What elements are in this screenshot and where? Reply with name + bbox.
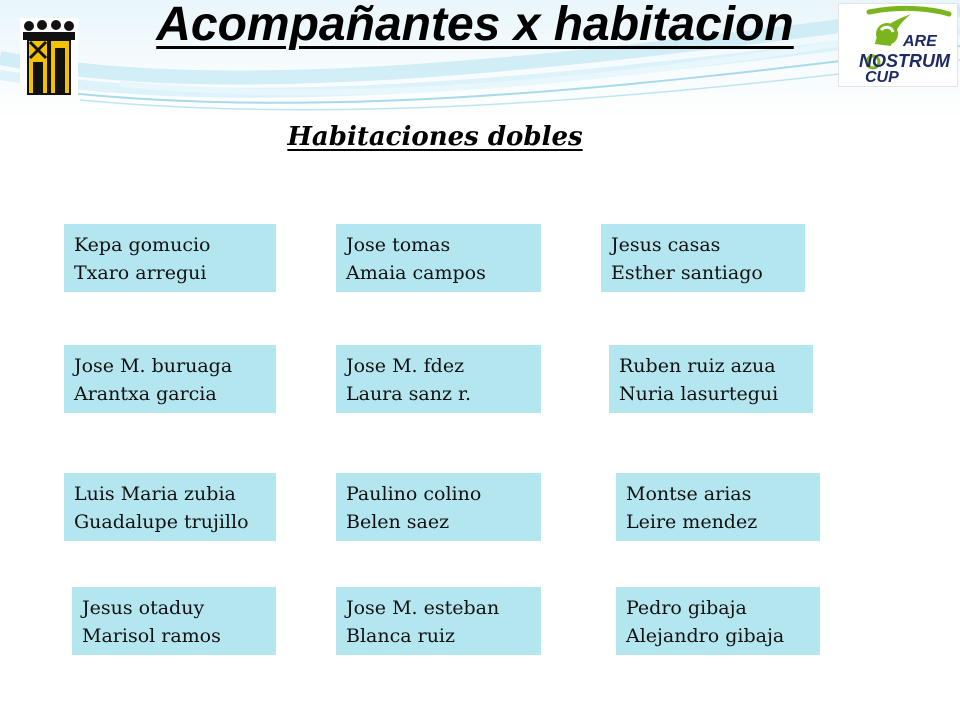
- room-guest-2: Laura sanz r.: [346, 383, 472, 405]
- room-guest-2: Nuria lasurtegui: [619, 383, 779, 405]
- logo-right-text-1: ARE: [903, 33, 937, 50]
- logo-right-text-2: NOSTRUM: [859, 51, 950, 71]
- room-card: [64, 473, 276, 541]
- room-card: [609, 345, 813, 413]
- room-guest-1: Jose M. esteban: [346, 597, 500, 619]
- room-guest-1: Jesus casas: [611, 234, 721, 256]
- room-card: [336, 224, 541, 292]
- room-guest-1: Kepa gomucio: [74, 234, 211, 256]
- room-guest-2: Blanca ruiz: [346, 625, 456, 647]
- room-guest-1: Jose M. fdez: [346, 355, 465, 377]
- room-guest-1: Luis Maria zubia: [74, 483, 236, 505]
- room-guest-1: Ruben ruiz azua: [619, 355, 776, 377]
- room-guest-1: Pedro gibaja: [626, 597, 747, 619]
- room-guest-2: Guadalupe trujillo: [74, 511, 249, 533]
- room-card: [72, 587, 276, 655]
- room-guest-2: Arantxa garcia: [74, 383, 217, 405]
- room-guest-1: Jose M. buruaga: [74, 355, 233, 377]
- room-card: [336, 587, 541, 655]
- room-guest-1: Jose tomas: [346, 234, 451, 256]
- room-card: [336, 345, 541, 413]
- room-guest-2: Esther santiago: [611, 262, 763, 284]
- room-card: [601, 224, 805, 292]
- logo-left: [20, 18, 78, 96]
- page-title: Acompañantes x habitacion: [156, 0, 794, 51]
- room-guest-1: Paulino colino: [346, 483, 482, 505]
- room-card: [616, 587, 820, 655]
- room-guest-2: Belen saez: [346, 511, 450, 533]
- mare-nostrum-logo-icon: [839, 4, 959, 88]
- logo-right: [838, 3, 958, 87]
- club-logo-icon: [20, 18, 78, 96]
- room-guest-2: Amaia campos: [346, 262, 486, 284]
- room-guest-1: Montse arias: [626, 483, 752, 505]
- room-guest-2: Alejandro gibaja: [626, 625, 785, 647]
- room-card: [64, 224, 276, 292]
- room-card: [336, 473, 541, 541]
- room-card: [616, 473, 820, 541]
- room-card: [64, 345, 276, 413]
- logo-right-text-3: CUP: [865, 69, 899, 86]
- section-subtitle: Habitaciones dobles: [287, 122, 583, 152]
- room-guest-2: Marisol ramos: [82, 625, 221, 647]
- room-guest-2: Txaro arregui: [74, 262, 207, 284]
- room-guest-1: Jesus otaduy: [82, 597, 205, 619]
- room-guest-2: Leire mendez: [626, 511, 758, 533]
